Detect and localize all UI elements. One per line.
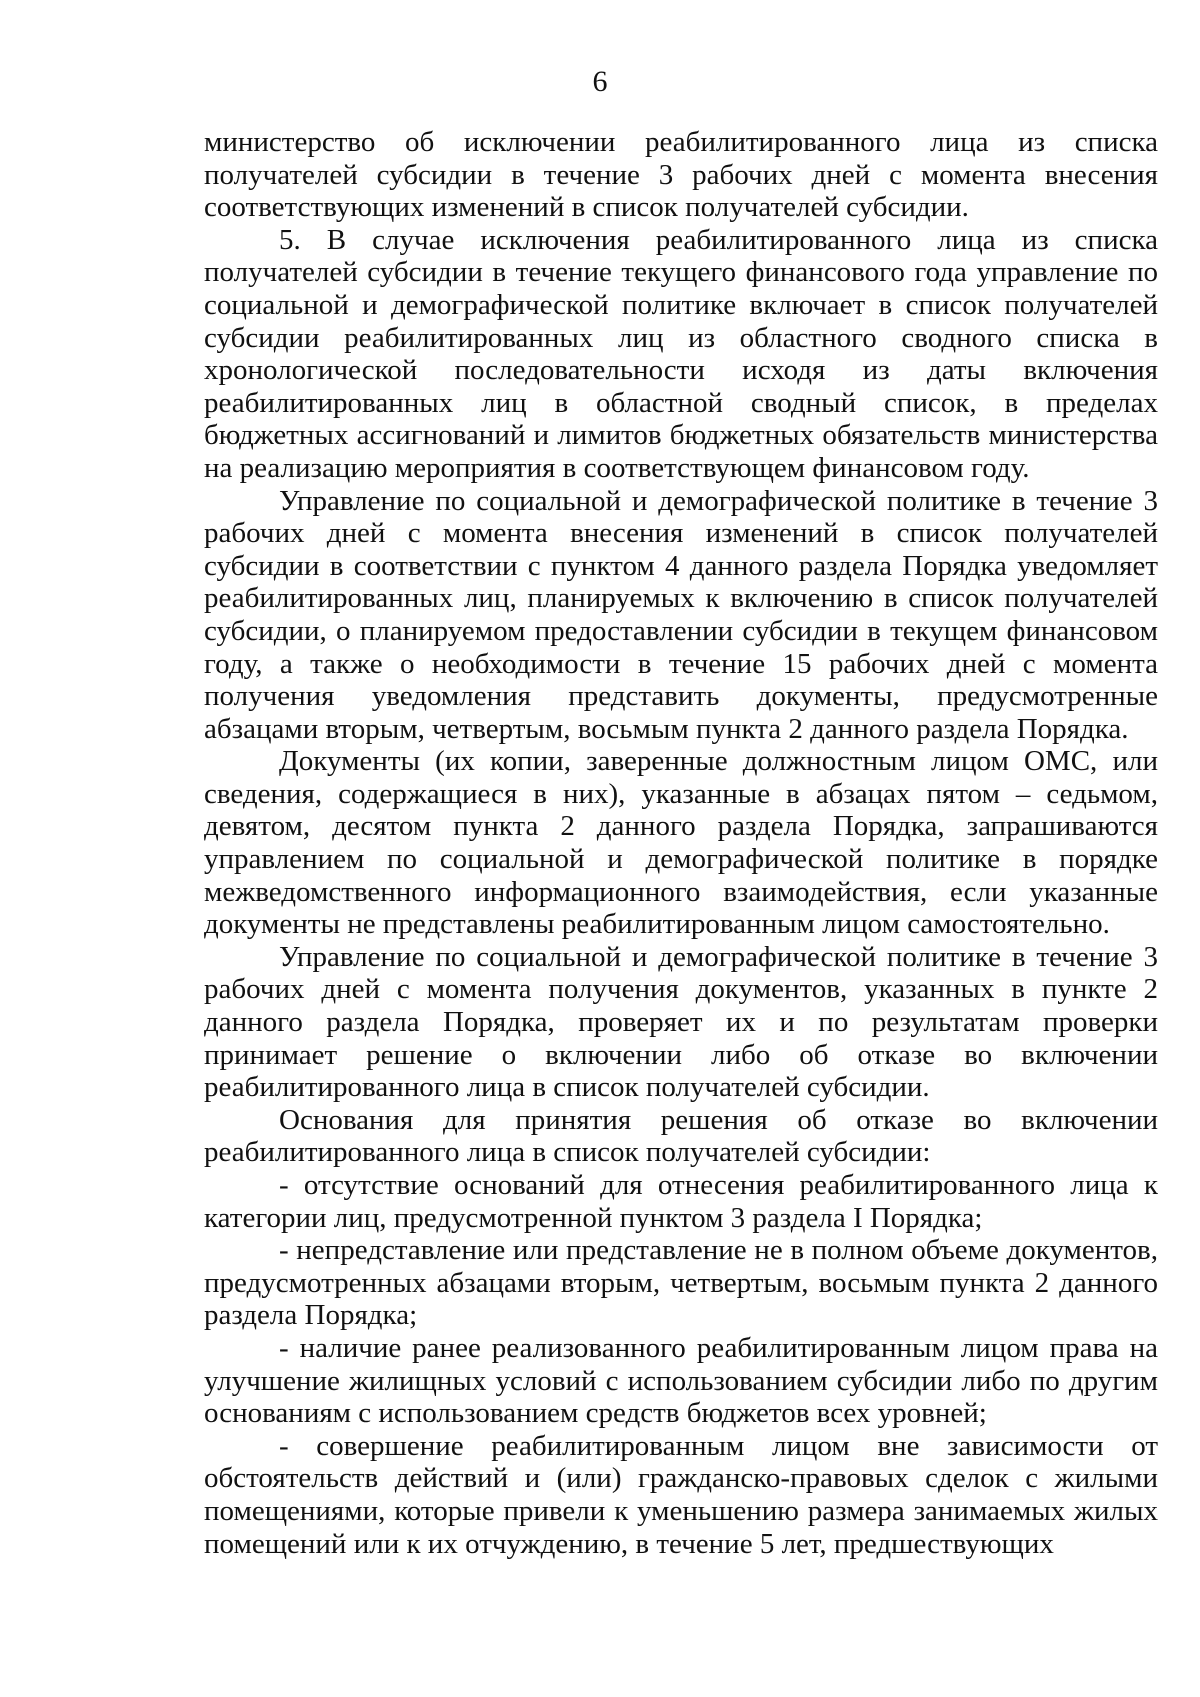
paragraph-continuation: министерство об исключении реабилитированного лица из списка получателей субсидии в течение 3 рабочих дней с момента внесения соответствующих изменений в список получателей субсидии. [204,126,1158,224]
list-item: - непредставление или представление не в полном объеме документов, предусмотренных абзацами вторым, четвертым, восьмым пункта 2 данного раздела Порядка; [204,1234,1158,1332]
paragraph-item-5: 5. В случае исключения реабилитированного лица из списка получателей субсидии в течение текущего финансового года управление по социальной и демографической политике включает в список получателей субсидии реабилитированных лиц из областного сводного списка в хронологической последовательности исходя из даты включения реабилитированных лиц в областной сводный список, в пределах бюджетных ассигнований и лимитов бюджетных обязательств министерства на реализацию мероприятия в соответствующем финансовом году. [204,223,1158,484]
paragraph-refusal-grounds-intro: Основания для принятия решения об отказе во включении реабилитированного лица в список получателей субсидии: [204,1103,1158,1169]
list-item: - совершение реабилитированным лицом вне зависимости от обстоятельств действий и (или) гражданско-правовых сделок с жилыми помещениями, которые привели к уменьшению размера занимаемых жилых помещений или к их отчуждению, в течение 5 лет, предшествующих [204,1429,1158,1560]
document-body [204,126,1158,1560]
list-item: - наличие ранее реализованного реабилитированным лицом права на улучшение жилищных условий с использованием субсидии либо по другим основаниям с использованием средств бюджетов всех уровней; [204,1331,1158,1430]
page-number: 6 [592,65,608,98]
list-item: - отсутствие оснований для отнесения реабилитированного лица к категории лиц, предусмотренной пунктом 3 раздела I Порядка; [204,1169,1158,1234]
paragraph: Управление по социальной и демографической политике в течение 3 рабочих дней с момента получения документов, указанных в пункте 2 данного раздела Порядка, проверяет их и по результатам проверки принимает решение о включении либо об отказе во включении реабилитированного лица в список получателей субсидии. [204,940,1158,1104]
paragraph: Управление по социальной и демографической политике в течение 3 рабочих дней с момента внесения изменений в список получателей субсидии в соответствии с пунктом 4 данного раздела Порядка уведомляет реабилитированных лиц, планируемых к включению в список получателей субсидии, о планируемом предоставлении субсидии в текущем финансовом году, а также о необходимости в течение 15 рабочих дней с момента получения уведомления представить документы, предусмотренные абзацами вторым, четвертым, восьмым пункта 2 данного раздела Порядка. [204,484,1158,745]
paragraph: Документы (их копии, заверенные должностным лицом ОМС, или сведения, содержащиеся в них), указанные в абзацах пятом – седьмом, девятом, десятом пункта 2 данного раздела Порядка, запрашиваются управлением по социальной и демографической политике в порядке межведомственного информационного взаимодействия, если указанные документы не представлены реабилитированным лицом самостоятельно. [204,745,1158,941]
